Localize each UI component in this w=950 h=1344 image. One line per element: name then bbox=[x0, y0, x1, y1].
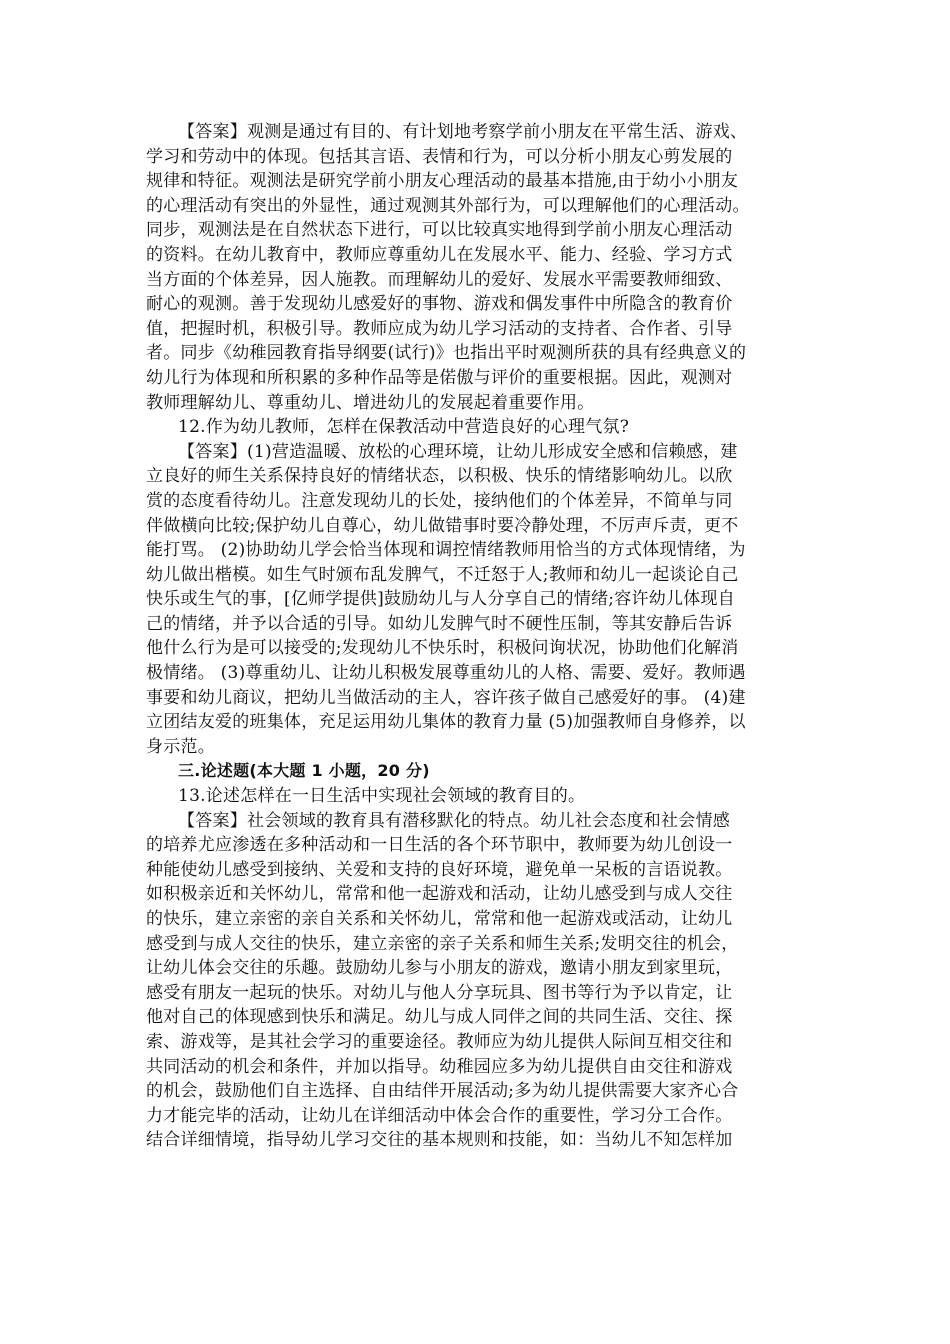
text-line: 立良好的师生关系保持良好的情绪状态，以积极、快乐的情绪影响幼儿。以欣 bbox=[146, 466, 733, 487]
text-line: 力才能完毕的活动，让幼儿在详细活动中体会合作的重要性，学习分工合作。 bbox=[146, 1105, 733, 1126]
text-line: 共同活动的机会和条件，并加以指导。幼稚园应多为幼儿提供自由交往和游戏 bbox=[146, 1056, 733, 1077]
text-line: 如积极亲近和关怀幼儿，常常和他一起游戏和活动，让幼儿感受到与成人交往 bbox=[146, 884, 733, 905]
text-line: 值，把握时机，积极引导。教师应成为幼儿学习活动的支持者、合作者、引导 bbox=[146, 318, 733, 339]
text-line: 极情绪。 (3)尊重幼儿、让幼儿积极发展尊重幼儿的人格、需要、爱好。教师遇 bbox=[146, 663, 746, 684]
text-line: 规律和特征。观测法是研究学前小朋友心理活动的最基本措施,由于幼小小朋友 bbox=[146, 171, 739, 192]
answer-observation-paragraph bbox=[146, 120, 804, 415]
text-line: 学习和劳动中的体现。包括其言语、表情和行为，可以分析小朋友心剪发展的 bbox=[146, 146, 733, 167]
text-line: 耐心的观测。善于发现幼儿感爱好的事物、游戏和偶发事件中所隐含的教育价 bbox=[146, 294, 733, 315]
text-line: 事要和幼儿商议，把幼儿当做活动的主人，容许孩子做自己感爱好的事。 (4)建 bbox=[146, 687, 746, 708]
text-line: 的培养尤应渗透在多种活动和一日生活的各个环节职中，教师要为幼儿创设一 bbox=[146, 835, 733, 856]
text-line: 立团结友爱的班集体，充足运用幼儿集体的教育力量 (5)加强教师自身修养，以 bbox=[146, 712, 746, 733]
answer-13-paragraph bbox=[146, 809, 804, 1153]
text-line: 感受到与成人交往的快乐，建立亲密的亲子关系和师生关系;发明交往的机会， bbox=[146, 933, 739, 954]
text-line: 赏的态度看待幼儿。注意发现幼儿的长处，接纳他们的个体差异，不简单与同 bbox=[146, 490, 733, 511]
text-line: 幼儿做出楷模。如生气时颁布乱发脾气，不迁怒于人;教师和幼儿一起谈论自己 bbox=[146, 564, 739, 585]
text-line: 【答案】观测是通过有目的、有计划地考察学前小朋友在平常生活、游戏、 bbox=[178, 122, 748, 142]
document-page bbox=[146, 120, 804, 1153]
text-line: 的机会，鼓励他们自主选择、自由结伴开展活动;多为幼儿提供需要大家齐心合 bbox=[146, 1081, 739, 1102]
text-line: 伴做横向比较;保护幼儿自尊心，幼儿做错事时要冷静处理，不厉声斥责，更不 bbox=[146, 515, 739, 536]
text-line: 同步，观测法是在自然状态下进行，可以比较真实地得到学前小朋友心理活动 bbox=[146, 220, 733, 241]
text-line: 己的情绪，并予以合适的引导。如幼儿发脾气时不硬性压制，等其安静后告诉 bbox=[146, 613, 733, 634]
text-line: 的心理活动有突出的外显性，通过观测其外部行为，可以理解他们的心理活动。 bbox=[146, 195, 750, 216]
answer-12-paragraph bbox=[146, 440, 804, 760]
text-line: 他对自己的体现感到快乐和满足。幼儿与成人同伴之间的共同生活、交往、探 bbox=[146, 1007, 733, 1028]
text-line: 结合详细情境，指导幼儿学习交往的基本规则和技能，如：当幼儿不知怎样加 bbox=[146, 1130, 733, 1151]
text-line: 当方面的个体差异，因人施教。而理解幼儿的爱好、发展水平需要教师细致、 bbox=[146, 269, 733, 290]
text-line: 让幼儿体会交往的乐趣。鼓励幼儿参与小朋友的游戏，邀请小朋友到家里玩， bbox=[146, 958, 733, 979]
text-line: 索、游戏等，是其社会学习的重要途径。教师应为幼儿提供人际间互相交往和 bbox=[146, 1031, 733, 1052]
question-12: 12.作为幼儿教师，怎样在保教活动中营造良好的心理气氛? bbox=[178, 417, 630, 438]
text-line: 种能使幼儿感受到接纳、关爱和支持的良好环境，避免单一呆板的言语说教。 bbox=[146, 859, 733, 880]
section-3-heading: 三.论述题(本大题 1 小题，20 分) bbox=[178, 761, 430, 781]
question-13: 13.论述怎样在一日生活中实现社会领域的教育目的。 bbox=[178, 786, 586, 807]
text-line: 快乐或生气的事，[亿师学提供]鼓励幼儿与人分享自己的情绪;容许幼儿体现自 bbox=[146, 589, 735, 610]
text-line: 教师理解幼儿、尊重幼儿、增进幼儿的发展起着重要作用。 bbox=[146, 392, 595, 413]
text-line: 感受有朋友一起玩的快乐。对幼儿与他人分享玩具、图书等行为予以肯定，让 bbox=[146, 982, 733, 1003]
text-line: 能打骂。 (2)协助幼儿学会恰当体现和调控情绪教师用恰当的方式体现情绪，为 bbox=[146, 540, 746, 561]
text-line: 的资料。在幼儿教育中，教师应尊重幼儿在发展水平、能力、经验、学习方式 bbox=[146, 244, 733, 265]
text-line: 他什么行为是可以接受的;发现幼儿不快乐时，积极问询状况，协助他们化解消 bbox=[146, 638, 739, 659]
text-line: 者。同步《幼稚园教育指导纲要(试行)》也指出平时观测所获的具有经典意义的 bbox=[146, 343, 747, 364]
text-line: 身示范。 bbox=[146, 736, 215, 757]
text-line: 的快乐，建立亲密的亲自关系和关怀幼儿，常常和他一起游戏或活动，让幼儿 bbox=[146, 909, 733, 929]
text-line: 【答案】(1)营造温暖、放松的心理环境，让幼儿形成安全感和信赖感，建 bbox=[178, 441, 738, 462]
text-line: 【答案】社会领域的教育具有潜移默化的特点。幼儿社会态度和社会情感 bbox=[178, 810, 730, 831]
text-line: 幼儿行为体现和所积累的多种作品等是偌傲与评价的重要根据。因此，观测对 bbox=[146, 367, 733, 388]
